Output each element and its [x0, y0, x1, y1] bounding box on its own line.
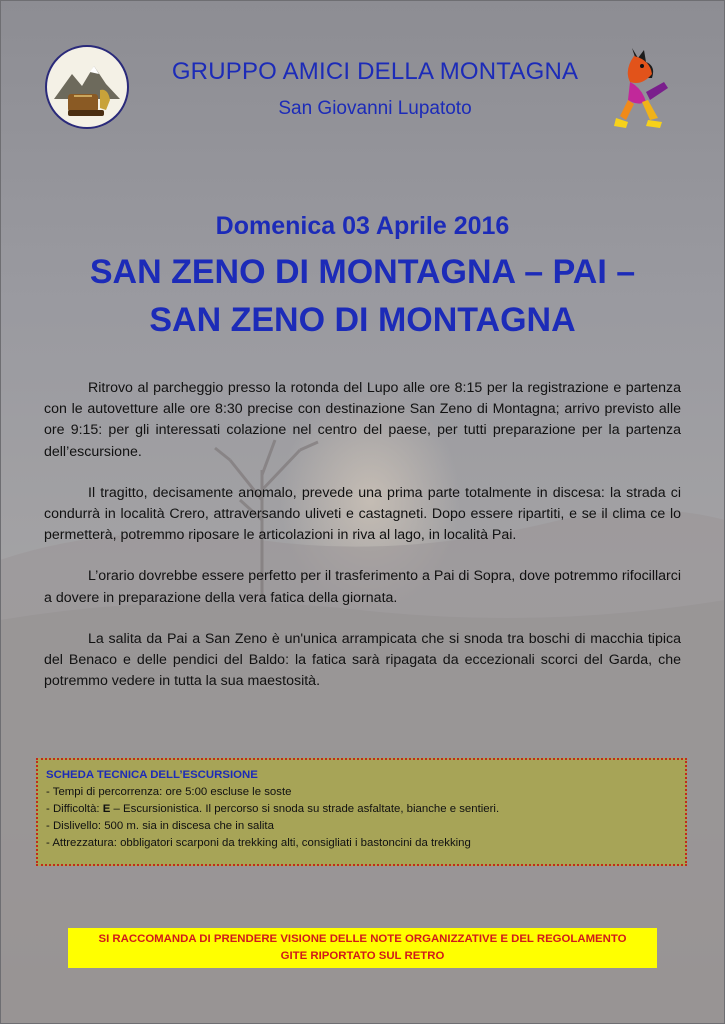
event-title-line-1: SAN ZENO DI MONTAGNA – PAI –: [89, 253, 636, 291]
paragraph-tragitto: Il tragitto, decisamente anomalo, prevede una prima parte totalmente in discesa: la strada ci condurrà in località Crero, attraversando uliveti e castagneti. Dopo essere ripartiti, e se il clima ce lo permetterà, potremmo riposare le articolazioni in riva al lago, in località Pai.: [44, 484, 681, 544]
technical-sheet: [36, 758, 687, 866]
sheet-equipment: - Attrezzatura: obbligatori scarponi da trekking alti, consigliati i bastoncini da trekking: [46, 837, 471, 849]
sheet-difficulty: [46, 801, 677, 818]
paragraph-salita: La salita da Pai a San Zeno è un'unica arrampicata che si snoda tra boschi di macchia tipica del Benaco e delle pendici del Baldo: la fatica sarà ripagata da eccezionali scorci del Garda, che potremmo vedere in tutta la sua maestosità.: [44, 630, 681, 690]
wolf-mascot: [612, 42, 674, 132]
paragraph-orario: L’orario dovrebbe essere perfetto per il trasferimento a Pai di Sopra, dove potremmo rifocillarci a dovere in preparazione della vera fatica della giornata.: [44, 568, 681, 606]
notice-line-1: SI RACCOMANDA DI PRENDERE VISIONE DELLE NOTE ORGANIZZATIVE E DEL REGOLAMENTO: [98, 933, 627, 945]
paragraph-ritrovo: Ritrovo al parcheggio presso la rotonda del Lupo alle ore 8:15 per la registrazione e partenza con le autovetture alle ore 8:30 precise con destinazione San Zeno di Montagna; arrivo previsto alle ore 9:15: per gli interessati colazione nel centro del paese, per tutti preparazione per la partenza dell’escursione.: [44, 380, 681, 460]
club-name: GRUPPO AMICI DELLA MONTAGNA: [171, 58, 579, 85]
club-logo: [44, 44, 130, 130]
event-title: [40, 248, 685, 344]
regulation-notice: [68, 928, 657, 968]
event-date: Domenica 03 Aprile 2016: [215, 212, 510, 240]
club-location: San Giovanni Lupatoto: [278, 98, 472, 119]
technical-sheet-heading: SCHEDA TECNICA DELL’ESCURSIONE: [46, 769, 258, 781]
mountain-boot-logo-icon: [44, 44, 130, 130]
sheet-time: - Tempi di percorrenza: ore 5:00 escluse le soste: [46, 786, 292, 798]
difficulty-text: – Escursionistica. Il percorso si snoda su strade asfaltate, bianche e sentieri.: [110, 803, 500, 815]
difficulty-grade: E: [102, 803, 111, 815]
dancing-wolf-logo-icon: [612, 42, 674, 132]
notice-line-2: GITE RIPORTATO SUL RETRO: [280, 950, 445, 962]
event-description: [44, 378, 681, 712]
sheet-elevation: - Dislivello: 500 m. sia in discesa che in salita: [46, 820, 274, 832]
difficulty-prefix: - Difficoltà:: [46, 803, 103, 815]
event-title-line-2: SAN ZENO DI MONTAGNA: [149, 301, 576, 339]
